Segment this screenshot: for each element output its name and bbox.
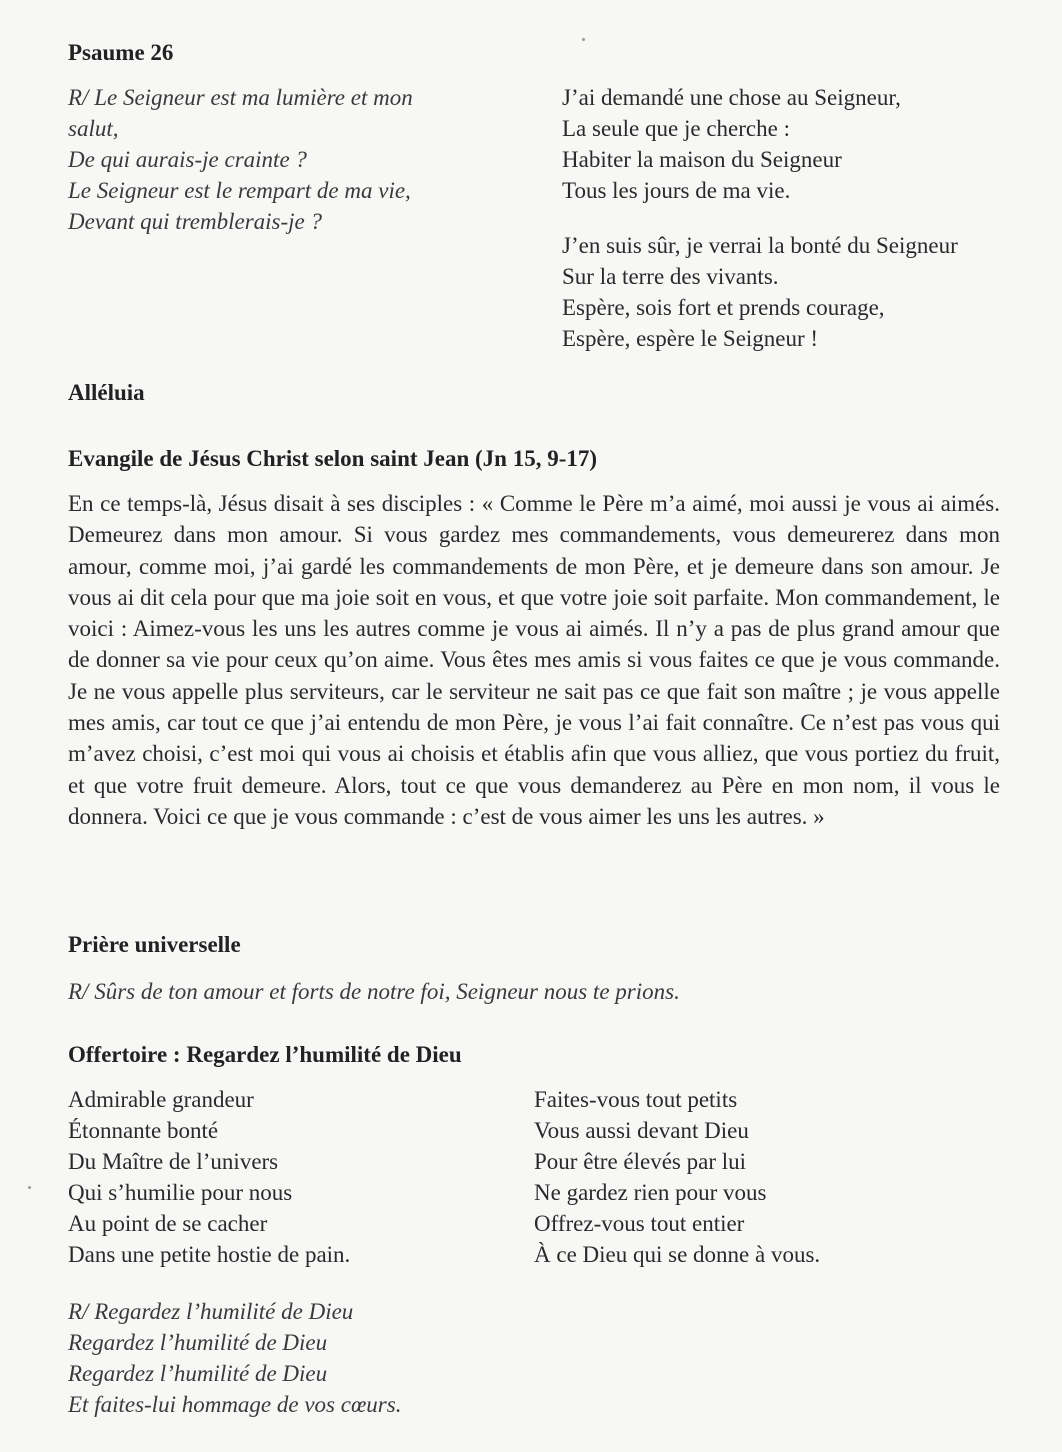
offertory-refrain — [68, 1296, 401, 1420]
offertory-stanza-line: Admirable grandeur — [68, 1087, 254, 1112]
offertory-stanza-line: Offrez-vous tout entier — [534, 1211, 745, 1236]
offertory-stanza-line: Au point de se cacher — [68, 1211, 268, 1236]
psalm-stanza-line: J’ai demandé une chose au Seigneur, — [562, 85, 901, 110]
gospel-text: En ce temps-là, Jésus disait à ses disciples : « Comme le Père m’a aimé, moi aussi je vous ai aimés. Demeurez dans mon amour. Si vous gardez mes commandements, vous demeurerez dans mon amour, comme moi, j’ai gardé les commandements de mon Père, et je demeure dans son amour. Je vous ai dit cela pour que ma joie soit en vous, et que votre joie soit parfaite. Mon commandement, le voici : Aimez-vous les uns les autres comme je vous ai aimés. Il n’y a pas de plus grand amour que de donner sa vie pour ceux qu’on aime. Vous êtes mes amis si vous faites ce que je vous commande. Je ne vous appelle plus serviteurs, car le serviteur ne sait pas ce que fait son maître ; je vous appelle mes amis, car tout ce que j’ai entendu de mon Père, je vous l’ai fait connaître. Ce n’est pas vous qui m’avez choisi, c’est moi qui vous ai choisis et établis afin que vous alliez, que vous portiez du fruit, et que votre fruit demeure. Alors, tout ce que vous demanderez au Père en mon nom, il vous le donnera. Voici ce que je vous commande : c’est de vous aimer les uns les autres. » — [68, 491, 1000, 829]
offertory-stanza-line: Pour être élevés par lui — [534, 1149, 747, 1174]
scan-speck — [582, 38, 585, 41]
offertory-stanza-line: Dans une petite hostie de pain. — [68, 1242, 351, 1267]
psalm-stanza-line: Habiter la maison du Seigneur — [562, 147, 842, 172]
prayer-heading: Prière universelle — [68, 932, 241, 957]
psalm-stanza-line: Espère, sois fort et prends courage, — [562, 295, 885, 320]
offertory-stanza-line: Ne gardez rien pour vous — [534, 1180, 767, 1205]
psalm-stanza-line: La seule que je cherche : — [562, 116, 790, 141]
offertory-stanza-line: Vous aussi devant Dieu — [534, 1118, 749, 1143]
scan-speck — [28, 1186, 31, 1189]
offertory-stanza-line: Faites-vous tout petits — [534, 1087, 738, 1112]
psalm-stanza-1 — [562, 82, 901, 206]
offertory-stanza-line: Du Maître de l’univers — [68, 1149, 279, 1174]
psalm-refrain-line: De qui aurais-je crainte ? — [68, 147, 307, 172]
psalm-refrain-line: salut, — [68, 116, 119, 141]
offertory-refrain-line: Et faites-lui hommage de vos cœurs. — [68, 1392, 402, 1417]
offertory-stanza-line: Étonnante bonté — [68, 1118, 219, 1143]
psalm-heading: Psaume 26 — [68, 40, 174, 65]
offertory-stanza-line: À ce Dieu qui se donne à vous. — [534, 1242, 821, 1267]
psalm-refrain-line: Devant qui tremblerais-je ? — [68, 209, 323, 234]
gospel-heading: Evangile de Jésus Christ selon saint Jean (Jn 15, 9-17) — [68, 446, 598, 471]
offertory-refrain-line: R/ Regardez l’humilité de Dieu — [68, 1299, 354, 1324]
psalm-stanza-line: J’en suis sûr, je verrai la bonté du Seigneur — [562, 233, 958, 258]
offertory-refrain-line: Regardez l’humilité de Dieu — [68, 1361, 328, 1386]
offertory-stanza-1 — [68, 1084, 350, 1270]
psalm-stanza-line: Sur la terre des vivants. — [562, 264, 779, 289]
prayer-refrain-line: R/ Sûrs de ton amour et forts de notre foi, Seigneur nous te prions. — [68, 979, 680, 1004]
alleluia-heading: Alléluia — [68, 380, 145, 405]
prayer-refrain — [68, 976, 680, 1007]
psalm-stanza-line: Espère, espère le Seigneur ! — [562, 326, 819, 351]
psalm-refrain — [68, 82, 413, 237]
psalm-refrain-line: R/ Le Seigneur est ma lumière et mon — [68, 85, 413, 110]
offertory-refrain-line: Regardez l’humilité de Dieu — [68, 1330, 328, 1355]
psalm-stanza-line: Tous les jours de ma vie. — [562, 178, 791, 203]
psalm-refrain-line: Le Seigneur est le rempart de ma vie, — [68, 178, 411, 203]
offertory-heading: Offertoire : Regardez l’humilité de Dieu — [68, 1042, 462, 1067]
psalm-stanza-2 — [562, 230, 958, 354]
offertory-stanza-line: Qui s’humilie pour nous — [68, 1180, 293, 1205]
offertory-stanza-2 — [534, 1084, 820, 1270]
